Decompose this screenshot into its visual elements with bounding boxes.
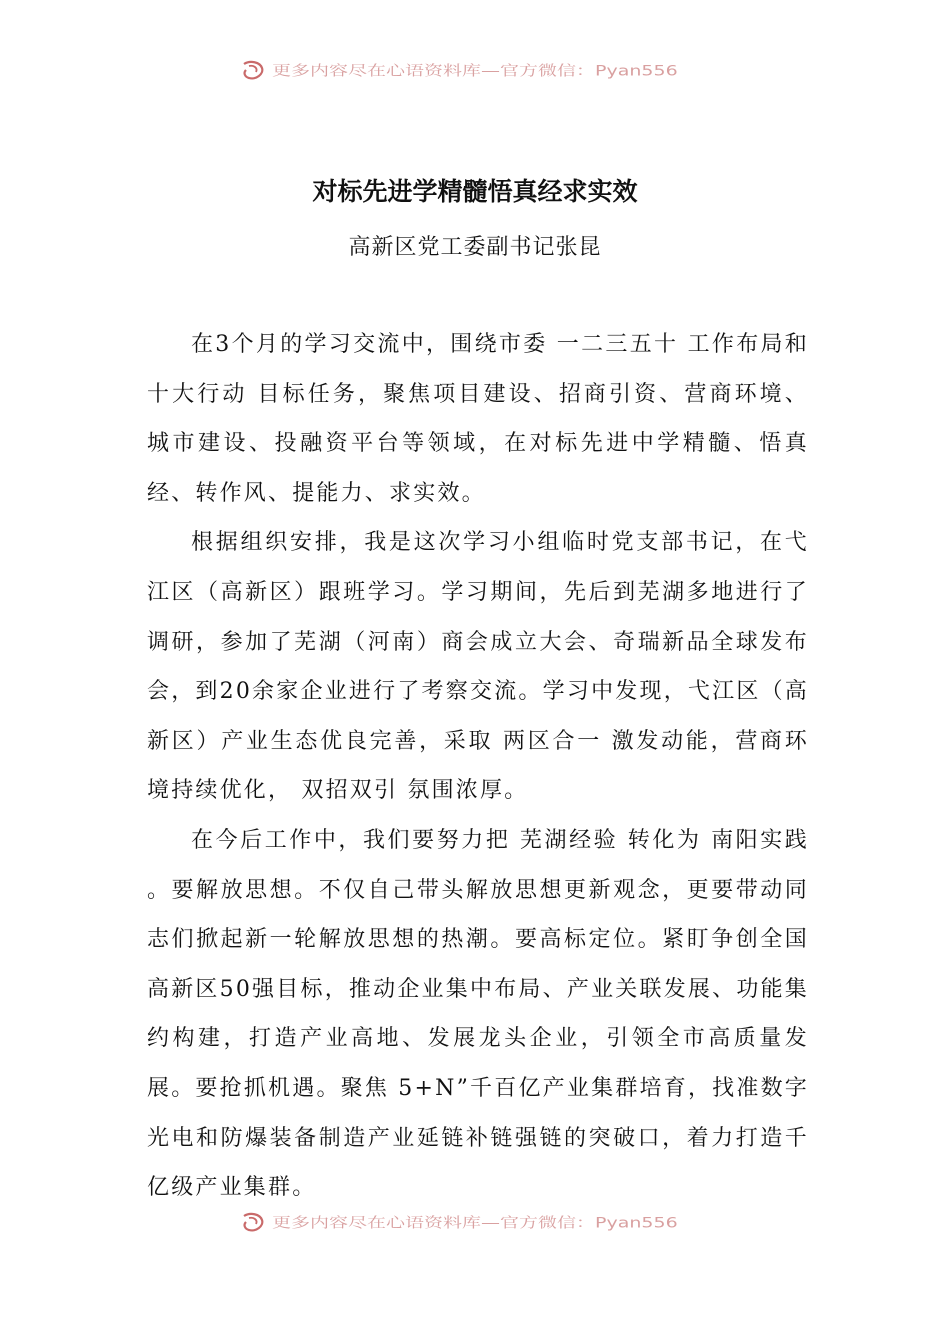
paragraph: 在3个月的学习交流中，围绕市委 一二三五十 工作布局和 十大行动 目标任务，聚焦项目建设、招商引资、营商环境、城市建设、投融资平台等领域，在对标先进中学精髓、悟真经、转作风、提能力、求实效。 [147,332,809,506]
watermark-text: 更多内容尽在心语资料库—官方微信：Pyan556 [272,1214,678,1231]
document-subtitle: 高新区党工委副书记张昆 [348,235,602,260]
watermark-text: 更多内容尽在心语资料库—官方微信：Pyan556 [272,62,678,79]
document-body [147,320,809,1213]
watermark-logo-icon [240,58,266,82]
paragraph: 在今后工作中，我们要努力把 芜湖经验 转化为 南阳实践 。要解放思想。不仅自己带头解放思想更新观念，更要带动同志们掀起新一轮解放思想的热潮。要高标定位。紧盯争创全国高新区50强目标，推动企业集中布局、产业关联发展、功能集约构建，打造产业高地、发展龙头企业，引领全市高质量发展。要抢抓机遇。聚焦 5+N”千百亿产业集群培育，找准数字光电和防爆装备制造产业延链补链强链的突破口，着力打造千亿级产业集群。 [147,827,809,1201]
watermark-footer [240,1208,678,1236]
document-title: 对标先进学精髓悟真经求实效 [312,177,638,206]
watermark-logo-icon [240,1210,266,1234]
watermark-header [240,56,678,84]
paragraph: 根据组织安排，我是这次学习小组临时党支部书记，在弋江区（高新区）跟班学习。学习期间，先后到芜湖多地进行了调研，参加了芜湖（河南）商会成立大会、奇瑞新品全球发布会，到20余家企业进行了考察交流。学习中发现，弋江区（高新区）产业生态优良完善，采取 两区合一 激发动能，营商环境持续优化， 双招双引 氛围浓厚。 [147,530,809,804]
